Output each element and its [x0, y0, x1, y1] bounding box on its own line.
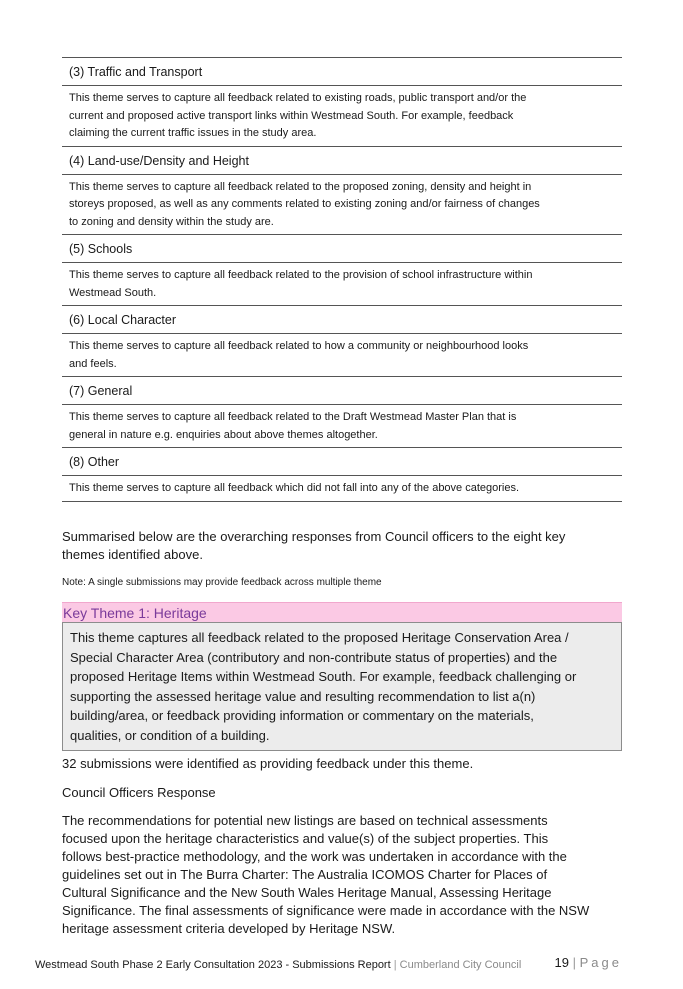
theme-description-line: and feels.: [69, 357, 117, 370]
theme-description: [62, 263, 622, 306]
summary-line: Summarised below are the overarching responses from Council officers to the eight key: [62, 529, 566, 544]
theme-heading: (6) Local Character: [62, 306, 622, 334]
theme-description-line: This theme serves to capture all feedback which did not fall into any of the above categories.: [69, 482, 520, 494]
theme-description-line: Westmead South.: [69, 286, 157, 299]
key-theme-line: supporting the assessed heritage value and resulting recommendation to list a(n): [70, 688, 536, 704]
response-line: follows best-practice methodology, and the work was undertaken in accordance with the: [62, 849, 567, 864]
response-line: guidelines set out in The Burra Charter: The Australia ICOMOS Charter for Places of: [62, 867, 548, 882]
theme-description: [62, 334, 622, 377]
theme-description-line: to zoning and density within the study are.: [69, 215, 274, 228]
response-heading: Council Officers Response: [62, 785, 216, 800]
theme-description-line: current and proposed active transport links within Westmead South. For example, feedback: [69, 109, 514, 122]
theme-description: [62, 405, 622, 448]
theme-description: [62, 86, 622, 147]
theme-description-line: storeys proposed, as well as any comments related to existing zoning and/or fairness of changes: [69, 198, 540, 210]
key-theme-line: building/area, or feedback providing information or commentary on the materials,: [70, 708, 534, 723]
footer-page-indicator: [555, 956, 622, 970]
theme-description-line: This theme serves to capture all feedback related to the proposed zoning, density and height in: [69, 180, 532, 193]
theme-heading: (3) Traffic and Transport: [62, 58, 622, 86]
key-theme-line: This theme captures all feedback related to the proposed Heritage Conservation Area /: [70, 630, 569, 645]
key-theme-heading: Key Theme 1: Heritage: [62, 602, 622, 622]
response-paragraph: [62, 812, 622, 938]
submissions-count: 32 submissions were identified as providing feedback under this theme.: [62, 756, 474, 771]
page-footer: [35, 955, 622, 972]
summary-line: themes identified above.: [62, 547, 203, 562]
theme-heading: (5) Schools: [62, 235, 622, 263]
footer-council-name: Cumberland City Council: [399, 959, 522, 971]
response-line: Significance. The final assessments of significance were made in accordance with the NSW: [62, 903, 590, 918]
response-line: heritage assessment criteria developed by Heritage NSW.: [62, 921, 396, 936]
theme-description: [62, 175, 622, 236]
themes-table: [62, 57, 622, 502]
page-separator: |: [572, 955, 576, 970]
page-number: 19: [554, 955, 569, 970]
theme-heading: (4) Land-use/Density and Height: [62, 147, 622, 175]
key-theme-line: qualities, or condition of a building.: [70, 727, 270, 743]
footer-separator: |: [393, 959, 397, 971]
key-theme-line: proposed Heritage Items within Westmead South. For example, feedback challenging or: [70, 669, 577, 684]
theme-description-line: This theme serves to capture all feedback related to how a community or neighbourhood looks: [69, 340, 529, 352]
key-theme-line: Special Character Area (contributory and non-contribute status of properties) and the: [70, 649, 558, 665]
theme-heading: (8) Other: [62, 448, 622, 476]
summary-paragraph: [62, 528, 622, 564]
theme-description-line: general in nature e.g. enquiries about above themes altogether.: [69, 428, 378, 441]
theme-description-line: This theme serves to capture all feedback related to the Draft Westmead Master Plan that is: [69, 411, 517, 423]
response-line: The recommendations for potential new listings are based on technical assessments: [62, 813, 548, 828]
note-text: Note: A single submissions may provide feedback across multiple theme: [62, 577, 382, 588]
page-label: Page: [579, 955, 622, 970]
theme-description-line: claiming the current traffic issues in the study area.: [69, 127, 317, 139]
theme-heading: (7) General: [62, 377, 622, 405]
theme-description-line: This theme serves to capture all feedback related to the provision of school infrastructure within: [69, 269, 533, 281]
response-line: focused upon the heritage characteristics and value(s) of the subject properties. This: [62, 831, 549, 846]
footer-document-title: Westmead South Phase 2 Early Consultation 2023 - Submissions Report: [35, 959, 391, 971]
key-theme-description: [62, 622, 622, 751]
response-line: Cultural Significance and the New South Wales Heritage Manual, Assessing Heritage: [62, 885, 552, 900]
theme-description: [62, 476, 622, 502]
theme-description-line: This theme serves to capture all feedback related to existing roads, public transport and/or the: [69, 92, 527, 104]
